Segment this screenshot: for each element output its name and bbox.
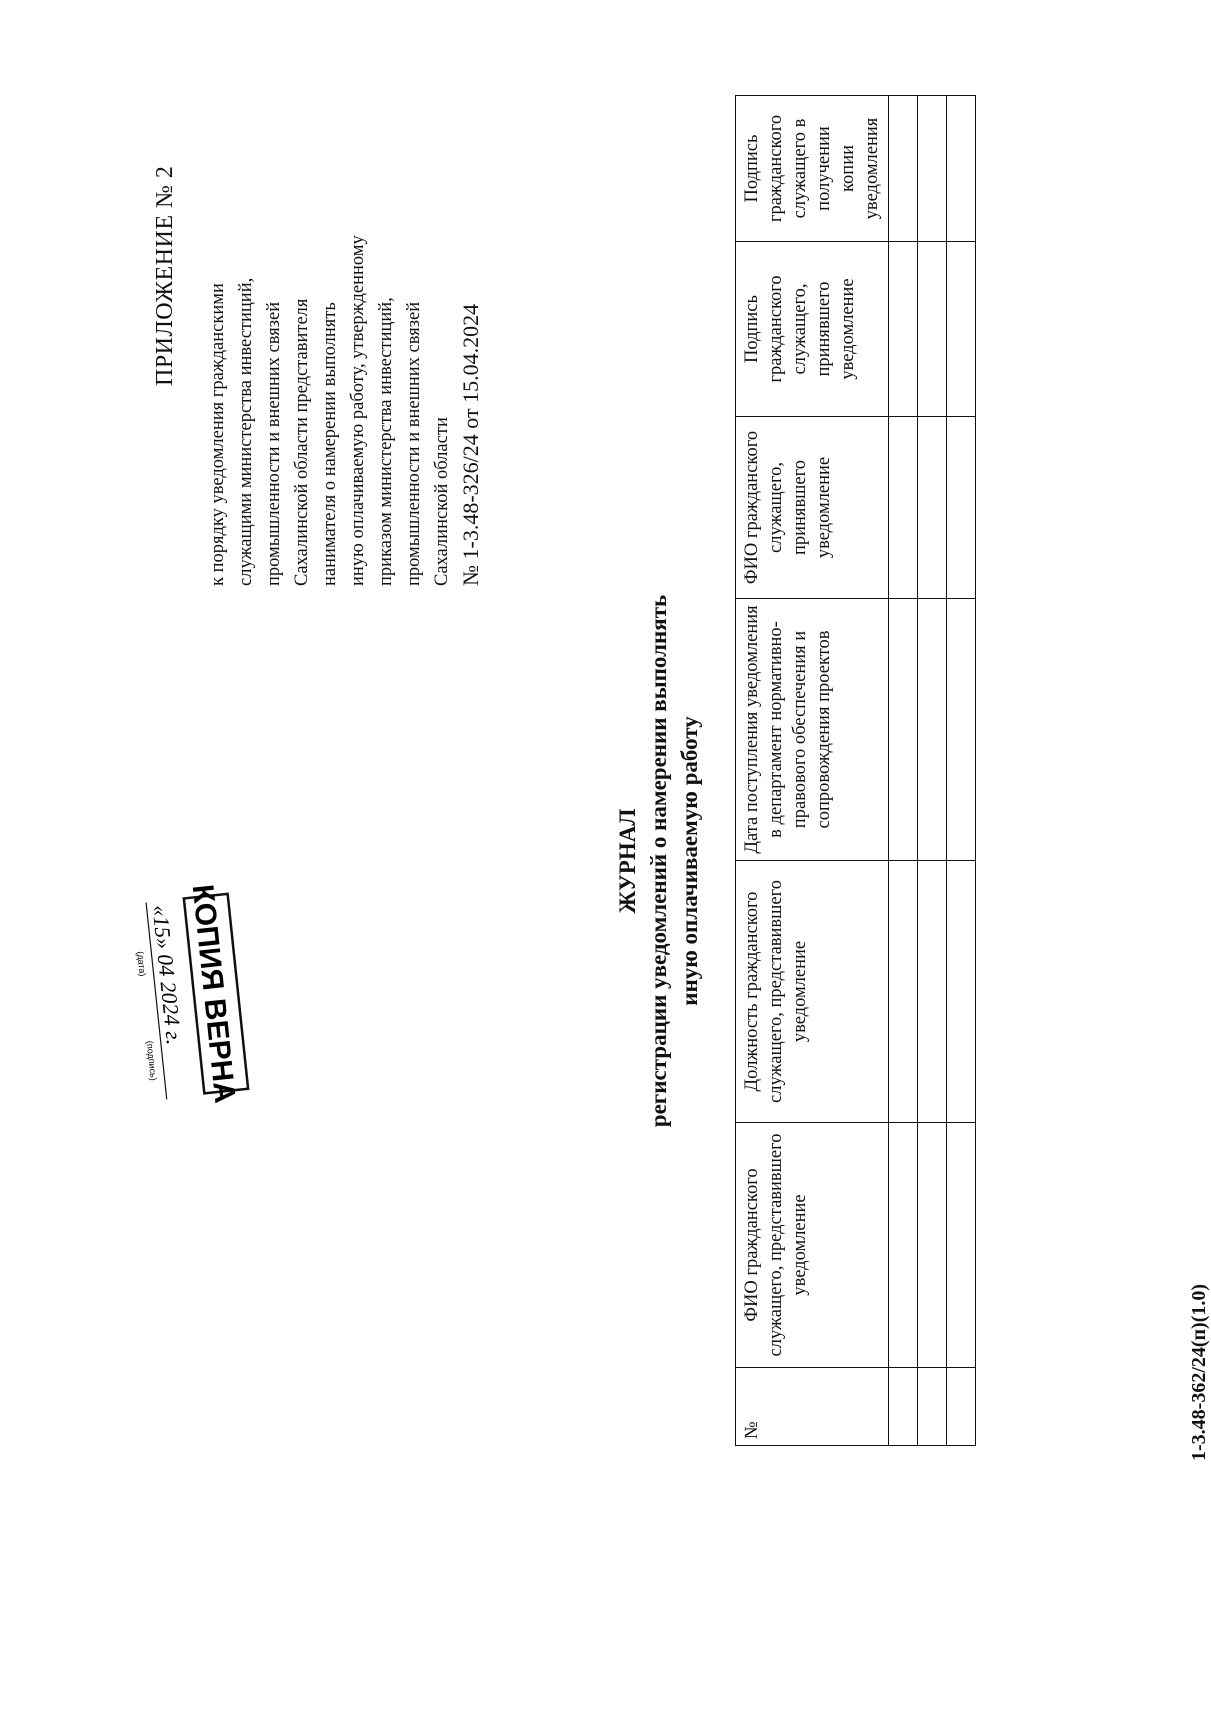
table-cell [947,417,976,599]
document-number-block [1188,1284,1211,1461]
table-cell [889,96,918,242]
journal-subtitle-line1: регистрации уведомлений о намерении выполнять [646,594,671,1128]
table-cell [918,242,947,417]
table-cell [918,417,947,599]
journal-table [735,95,976,1446]
table-row [918,96,947,1446]
table-cell [918,599,947,861]
journal-subtitle-line2: иную оплачиваемую работу [677,716,702,1006]
copy-true-stamp [60,882,250,1105]
table-cell [947,861,976,1123]
column-header-receiver-name: ФИО гражданского служащего, принявшего уведомление [736,417,889,599]
annex-description [204,66,486,586]
journal-title: ЖУРНАЛ [615,808,640,914]
table-cell [889,861,918,1123]
table-cell [889,242,918,417]
table-cell [947,1123,976,1368]
annex-line: Сахалинской области представителя [292,298,312,586]
table-row [889,96,918,1446]
column-header-submitter-position: Должность гражданского служащего, представившего уведомление [736,861,889,1123]
stamp-date: «15» 04 2024 г. [147,903,188,1046]
column-header-copy-signature: Подпись гражданского служащего в получении копии уведомления [736,96,889,242]
table-cell [947,1368,976,1446]
table-cell [889,599,918,861]
column-header-receiver-signature: Подпись гражданского служащего, принявшего уведомление [736,242,889,417]
annex-line: служащими министерства инвестиций, [236,277,256,586]
document-number: 1-3.48-362/24(п)(1.0) [1188,1283,1210,1461]
table-cell [918,1123,947,1368]
annex-line: нанимателя о намерении выполнять [320,302,340,586]
column-header-number: № [736,1368,889,1446]
journal-heading [612,411,705,1311]
table-cell [889,1368,918,1446]
annex-reference: № 1-3.48-326/24 от 15.04.2024 [458,303,483,586]
table-cell [918,1368,947,1446]
table-cell [918,861,947,1123]
table-header-row [736,96,889,1446]
annex-line: иную оплачиваемую работу, утвержденному [348,235,368,586]
column-header-submitter-name: ФИО гражданского служащего, представившего уведомление [736,1123,889,1368]
table-cell [947,242,976,417]
annex-line: к порядку уведомления гражданскими [208,283,228,586]
column-header-receipt-date: Дата поступления уведомления в департамент нормативно-правового обеспечения и сопровождения проектов [736,599,889,861]
stamp-title: КОПИЯ ВЕРНА [185,882,242,1105]
table-cell [918,96,947,242]
annex-line: промышленности и внешних связей [264,301,284,586]
stamp-caption-sign: (подпись) [144,1040,159,1082]
annex-line: промышленности и внешних связей [404,301,424,586]
stamp-caption-date: (дата) [135,950,148,977]
table-cell [947,599,976,861]
annex-title: ПРИЛОЖЕНИЕ № 2 [152,165,178,386]
annex-line: приказом министерства инвестиций, [376,297,396,586]
table-cell [889,1123,918,1368]
table-cell [947,96,976,242]
table-cell [889,417,918,599]
annex-line: Сахалинской области [432,417,452,586]
table-row [947,96,976,1446]
